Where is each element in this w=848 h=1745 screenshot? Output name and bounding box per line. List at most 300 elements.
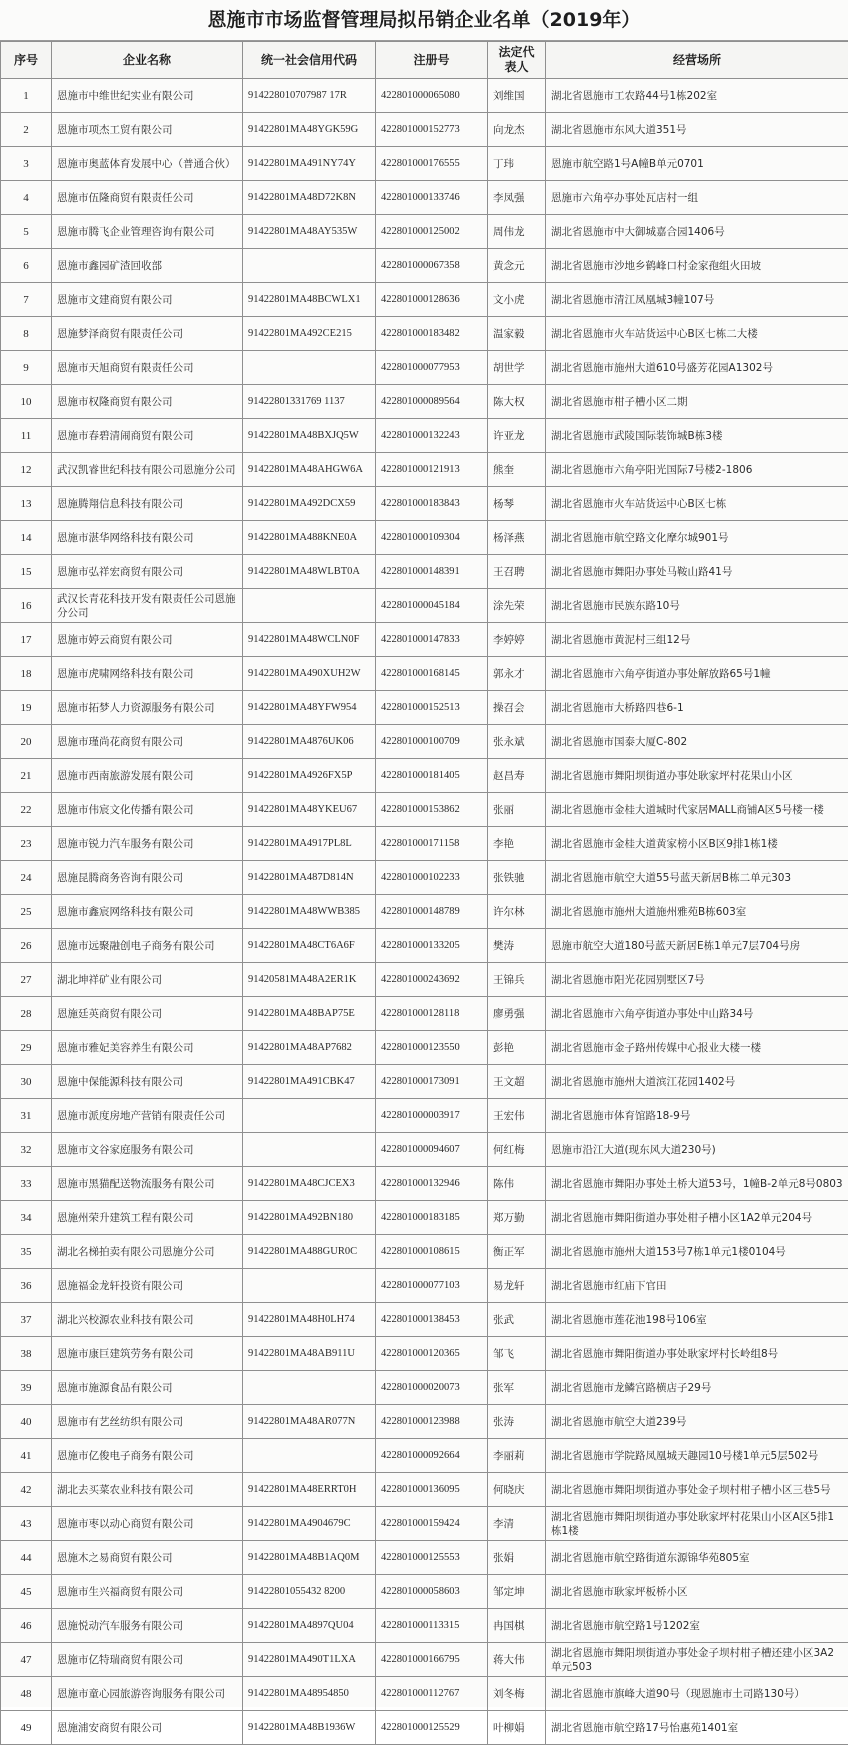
table-row bbox=[1, 487, 848, 521]
legal-representative: 许亚龙 bbox=[488, 419, 546, 453]
credit-code: 91422801MA487D814N bbox=[243, 861, 376, 895]
legal-representative: 衡正军 bbox=[488, 1235, 546, 1269]
table-row bbox=[1, 555, 848, 589]
legal-representative: 张涛 bbox=[488, 1405, 546, 1439]
credit-code: 91422801MA491NY74Y bbox=[243, 147, 376, 181]
business-address: 湖北省恩施市航空大道55号蓝天新居B栋二单元303 bbox=[546, 861, 848, 895]
registration-number: 422801000152513 bbox=[376, 691, 488, 725]
registration-number: 422801000123550 bbox=[376, 1031, 488, 1065]
credit-code bbox=[243, 1439, 376, 1473]
row-index: 40 bbox=[1, 1405, 52, 1439]
credit-code: 91422801MA48H0LH74 bbox=[243, 1303, 376, 1337]
legal-representative: 张武 bbox=[488, 1303, 546, 1337]
table-row bbox=[1, 79, 848, 113]
table-row bbox=[1, 623, 848, 657]
row-index: 25 bbox=[1, 895, 52, 929]
credit-code: 91422801MA490XUH2W bbox=[243, 657, 376, 691]
credit-code bbox=[243, 1371, 376, 1405]
business-address: 湖北省恩施市六角亭街道办事处中山路34号 bbox=[546, 997, 848, 1031]
table-row bbox=[1, 929, 848, 963]
row-index: 15 bbox=[1, 555, 52, 589]
business-address: 湖北省恩施市学院路凤凰城天趣园10号楼1单元5层502号 bbox=[546, 1439, 848, 1473]
legal-representative: 易龙轩 bbox=[488, 1269, 546, 1303]
company-name: 恩施市雅妃美容养生有限公司 bbox=[52, 1031, 243, 1065]
table-row bbox=[1, 1031, 848, 1065]
legal-representative: 李凤强 bbox=[488, 181, 546, 215]
company-name: 恩施市鑫园矿渣回收部 bbox=[52, 249, 243, 283]
business-address: 湖北省恩施市施州大道施州雅苑B栋603室 bbox=[546, 895, 848, 929]
registration-number: 422801000171158 bbox=[376, 827, 488, 861]
business-address: 湖北省恩施市金桂大道黄家榜小区B区9排1栋1楼 bbox=[546, 827, 848, 861]
credit-code: 91422801MA492DCX59 bbox=[243, 487, 376, 521]
legal-representative: 张丽 bbox=[488, 793, 546, 827]
header-legal-representative: 法定代表人 bbox=[488, 42, 546, 79]
registration-number: 422801000181405 bbox=[376, 759, 488, 793]
header-business-address: 经营场所 bbox=[546, 42, 848, 79]
company-name: 恩施市虎啸网络科技有限公司 bbox=[52, 657, 243, 691]
legal-representative: 樊涛 bbox=[488, 929, 546, 963]
credit-code: 91422801MA4897QU04 bbox=[243, 1609, 376, 1643]
table-row bbox=[1, 793, 848, 827]
registration-number: 422801000077103 bbox=[376, 1269, 488, 1303]
legal-representative: 郭永才 bbox=[488, 657, 546, 691]
business-address: 恩施市航空路1号A幢B单元0701 bbox=[546, 147, 848, 181]
legal-representative: 文小虎 bbox=[488, 283, 546, 317]
company-name: 恩施州荣升建筑工程有限公司 bbox=[52, 1201, 243, 1235]
company-name: 恩施市锐力汽车服务有限公司 bbox=[52, 827, 243, 861]
credit-code: 91422801MA48AP7682 bbox=[243, 1031, 376, 1065]
legal-representative: 陈大权 bbox=[488, 385, 546, 419]
company-name: 恩施市权隆商贸有限公司 bbox=[52, 385, 243, 419]
table-row bbox=[1, 1235, 848, 1269]
business-address: 恩施市航空大道180号蓝天新居E栋1单元7层704号房 bbox=[546, 929, 848, 963]
registration-number: 422801000183843 bbox=[376, 487, 488, 521]
table-header-row bbox=[1, 42, 848, 79]
header-registration-number: 注册号 bbox=[376, 42, 488, 79]
table-row bbox=[1, 147, 848, 181]
table-row bbox=[1, 1507, 848, 1541]
legal-representative: 李婷婷 bbox=[488, 623, 546, 657]
credit-code bbox=[243, 1269, 376, 1303]
legal-representative: 叶柳娟 bbox=[488, 1711, 546, 1745]
row-index: 39 bbox=[1, 1371, 52, 1405]
legal-representative: 胡世学 bbox=[488, 351, 546, 385]
row-index: 43 bbox=[1, 1507, 52, 1541]
business-address: 湖北省恩施市工农路44号1栋202室 bbox=[546, 79, 848, 113]
credit-code: 91422801055432 8200 bbox=[243, 1575, 376, 1609]
business-address: 湖北省恩施市航空路1号1202室 bbox=[546, 1609, 848, 1643]
company-name: 恩施市派度房地产营销有限责任公司 bbox=[52, 1099, 243, 1133]
registration-number: 422801000123988 bbox=[376, 1405, 488, 1439]
business-address: 湖北省恩施市武陵国际装饰城B栋3楼 bbox=[546, 419, 848, 453]
registration-number: 422801000132946 bbox=[376, 1167, 488, 1201]
table-row bbox=[1, 1473, 848, 1507]
legal-representative: 邹飞 bbox=[488, 1337, 546, 1371]
row-index: 1 bbox=[1, 79, 52, 113]
credit-code: 91422801MA4876UK06 bbox=[243, 725, 376, 759]
row-index: 10 bbox=[1, 385, 52, 419]
credit-code: 91422801MA48954850 bbox=[243, 1677, 376, 1711]
registration-number: 422801000173091 bbox=[376, 1065, 488, 1099]
company-name: 恩施腾翔信息科技有限公司 bbox=[52, 487, 243, 521]
document-title: 恩施市市场监督管理局拟吊销企业名单（2019年） bbox=[0, 0, 848, 41]
business-address: 湖北省恩施市旗峰大道90号（现恩施市土司路130号） bbox=[546, 1677, 848, 1711]
company-name: 恩施市奥蓝体育发展中心（普通合伙） bbox=[52, 147, 243, 181]
registration-number: 422801000159424 bbox=[376, 1507, 488, 1541]
company-name: 恩施市伟宸文化传播有限公司 bbox=[52, 793, 243, 827]
registration-number: 422801000089564 bbox=[376, 385, 488, 419]
company-name: 武汉凯睿世纪科技有限公司恩施分公司 bbox=[52, 453, 243, 487]
header-credit-code: 统一社会信用代码 bbox=[243, 42, 376, 79]
business-address: 湖北省恩施市民族东路10号 bbox=[546, 589, 848, 623]
credit-code: 91422801MA48CJCEX3 bbox=[243, 1167, 376, 1201]
registration-number: 422801000113315 bbox=[376, 1609, 488, 1643]
registration-number: 422801000125529 bbox=[376, 1711, 488, 1745]
company-name: 湖北名梯拍卖有限公司恩施分公司 bbox=[52, 1235, 243, 1269]
legal-representative: 彭艳 bbox=[488, 1031, 546, 1065]
table-row bbox=[1, 1677, 848, 1711]
business-address: 湖北省恩施市舞阳坝街道办事处耿家坪村花果山小区A区5排1栋1楼 bbox=[546, 1507, 848, 1541]
company-name: 恩施市西南旅游发展有限公司 bbox=[52, 759, 243, 793]
company-name: 恩施市生兴福商贸有限公司 bbox=[52, 1575, 243, 1609]
table-row bbox=[1, 113, 848, 147]
company-name: 恩施市文建商贸有限公司 bbox=[52, 283, 243, 317]
table-row bbox=[1, 1337, 848, 1371]
business-address: 湖北省恩施市柑子槽小区二期 bbox=[546, 385, 848, 419]
registration-number: 422801000148789 bbox=[376, 895, 488, 929]
table-row bbox=[1, 283, 848, 317]
credit-code: 91422801MA48B1AQ0M bbox=[243, 1541, 376, 1575]
row-index: 42 bbox=[1, 1473, 52, 1507]
company-name: 恩施悦动汽车服务有限公司 bbox=[52, 1609, 243, 1643]
legal-representative: 许尔林 bbox=[488, 895, 546, 929]
row-index: 8 bbox=[1, 317, 52, 351]
legal-representative: 王文超 bbox=[488, 1065, 546, 1099]
business-address: 湖北省恩施市火车站货运中心B区七栋 bbox=[546, 487, 848, 521]
credit-code: 91422801MA48D72K8N bbox=[243, 181, 376, 215]
registration-number: 422801000183482 bbox=[376, 317, 488, 351]
credit-code bbox=[243, 589, 376, 623]
legal-representative: 冉国棋 bbox=[488, 1609, 546, 1643]
legal-representative: 熊奎 bbox=[488, 453, 546, 487]
table-row bbox=[1, 1405, 848, 1439]
legal-representative: 廖勇强 bbox=[488, 997, 546, 1031]
company-name: 恩施市天旭商贸有限责任公司 bbox=[52, 351, 243, 385]
company-name: 恩施福金龙轩投资有限公司 bbox=[52, 1269, 243, 1303]
registration-number: 422801000100709 bbox=[376, 725, 488, 759]
row-index: 38 bbox=[1, 1337, 52, 1371]
company-name: 恩施昆腾商务咨询有限公司 bbox=[52, 861, 243, 895]
row-index: 34 bbox=[1, 1201, 52, 1235]
legal-representative: 周伟龙 bbox=[488, 215, 546, 249]
registration-number: 422801000128118 bbox=[376, 997, 488, 1031]
credit-code: 91422801MA4917PL8L bbox=[243, 827, 376, 861]
row-index: 4 bbox=[1, 181, 52, 215]
row-index: 27 bbox=[1, 963, 52, 997]
table-row bbox=[1, 895, 848, 929]
table-row bbox=[1, 453, 848, 487]
legal-representative: 操召会 bbox=[488, 691, 546, 725]
row-index: 28 bbox=[1, 997, 52, 1031]
credit-code: 91422801MA492CE215 bbox=[243, 317, 376, 351]
row-index: 35 bbox=[1, 1235, 52, 1269]
table-row bbox=[1, 1303, 848, 1337]
table-row bbox=[1, 691, 848, 725]
company-name: 恩施市伍隆商贸有限责任公司 bbox=[52, 181, 243, 215]
company-name: 恩施市童心园旅游咨询服务有限公司 bbox=[52, 1677, 243, 1711]
company-name: 恩施市有艺丝纺织有限公司 bbox=[52, 1405, 243, 1439]
credit-code: 91422801MA48YGK59G bbox=[243, 113, 376, 147]
row-index: 29 bbox=[1, 1031, 52, 1065]
registration-number: 422801000138453 bbox=[376, 1303, 488, 1337]
credit-code: 91422801MA48AR077N bbox=[243, 1405, 376, 1439]
registration-number: 422801000166795 bbox=[376, 1643, 488, 1677]
company-name: 恩施市项杰工贸有限公司 bbox=[52, 113, 243, 147]
legal-representative: 刘维国 bbox=[488, 79, 546, 113]
business-address: 湖北省恩施市舞阳街道办事处耿家坪村长岭组8号 bbox=[546, 1337, 848, 1371]
business-address: 湖北省恩施市舞阳街道办事处柑子槽小区1A2单元204号 bbox=[546, 1201, 848, 1235]
company-name: 恩施市施源食品有限公司 bbox=[52, 1371, 243, 1405]
registration-number: 422801000092664 bbox=[376, 1439, 488, 1473]
table-row bbox=[1, 759, 848, 793]
row-index: 49 bbox=[1, 1711, 52, 1745]
business-address: 湖北省恩施市金桂大道城时代家居MALL商铺A区5号楼一楼 bbox=[546, 793, 848, 827]
legal-representative: 张铁驰 bbox=[488, 861, 546, 895]
table-body bbox=[1, 79, 848, 1745]
credit-code: 91422801MA48ERRT0H bbox=[243, 1473, 376, 1507]
company-name: 湖北兴校源农业科技有限公司 bbox=[52, 1303, 243, 1337]
table-row bbox=[1, 1099, 848, 1133]
credit-code: 91422801MA48WLBT0A bbox=[243, 555, 376, 589]
legal-representative: 王宏伟 bbox=[488, 1099, 546, 1133]
table-row bbox=[1, 181, 848, 215]
table-row bbox=[1, 963, 848, 997]
company-name: 恩施廷英商贸有限公司 bbox=[52, 997, 243, 1031]
business-address: 湖北省恩施市黄泥村三组12号 bbox=[546, 623, 848, 657]
row-index: 2 bbox=[1, 113, 52, 147]
registration-number: 422801000168145 bbox=[376, 657, 488, 691]
credit-code: 91422801MA48CT6A6F bbox=[243, 929, 376, 963]
table-row bbox=[1, 1575, 848, 1609]
row-index: 47 bbox=[1, 1643, 52, 1677]
row-index: 33 bbox=[1, 1167, 52, 1201]
row-index: 13 bbox=[1, 487, 52, 521]
enterprise-table bbox=[0, 41, 848, 1745]
company-name: 恩施市瑾尚花商贸有限公司 bbox=[52, 725, 243, 759]
registration-number: 422801000133746 bbox=[376, 181, 488, 215]
company-name: 恩施市亿特瑞商贸有限公司 bbox=[52, 1643, 243, 1677]
legal-representative: 丁玮 bbox=[488, 147, 546, 181]
row-index: 17 bbox=[1, 623, 52, 657]
business-address: 湖北省恩施市红庙下官田 bbox=[546, 1269, 848, 1303]
credit-code: 91422801MA48YFW954 bbox=[243, 691, 376, 725]
row-index: 16 bbox=[1, 589, 52, 623]
registration-number: 422801000152773 bbox=[376, 113, 488, 147]
registration-number: 422801000147833 bbox=[376, 623, 488, 657]
credit-code: 91422801MA490T1LXA bbox=[243, 1643, 376, 1677]
legal-representative: 何红梅 bbox=[488, 1133, 546, 1167]
registration-number: 422801000067358 bbox=[376, 249, 488, 283]
company-name: 恩施市腾飞企业管理咨询有限公司 bbox=[52, 215, 243, 249]
credit-code: 91422801MA48YKEU67 bbox=[243, 793, 376, 827]
business-address: 湖北省恩施市大桥路四巷6-1 bbox=[546, 691, 848, 725]
company-name: 恩施市婷云商贸有限公司 bbox=[52, 623, 243, 657]
company-name: 恩施市黑猫配送物流服务有限公司 bbox=[52, 1167, 243, 1201]
business-address: 湖北省恩施市航空路17号怡惠苑1401室 bbox=[546, 1711, 848, 1745]
credit-code: 91422801MA48WWB385 bbox=[243, 895, 376, 929]
table-row bbox=[1, 385, 848, 419]
legal-representative: 蒋大伟 bbox=[488, 1643, 546, 1677]
legal-representative: 赵昌寿 bbox=[488, 759, 546, 793]
credit-code: 91422801331769 1137 bbox=[243, 385, 376, 419]
table-row bbox=[1, 317, 848, 351]
registration-number: 422801000148391 bbox=[376, 555, 488, 589]
row-index: 32 bbox=[1, 1133, 52, 1167]
registration-number: 422801000125002 bbox=[376, 215, 488, 249]
legal-representative: 王锦兵 bbox=[488, 963, 546, 997]
row-index: 12 bbox=[1, 453, 52, 487]
table-row bbox=[1, 521, 848, 555]
legal-representative: 黄念元 bbox=[488, 249, 546, 283]
company-name: 恩施市中维世纪实业有限公司 bbox=[52, 79, 243, 113]
company-name: 恩施梦泽商贸有限责任公司 bbox=[52, 317, 243, 351]
legal-representative: 张永斌 bbox=[488, 725, 546, 759]
business-address: 湖北省恩施市施州大道610号盛芳花园A1302号 bbox=[546, 351, 848, 385]
row-index: 20 bbox=[1, 725, 52, 759]
table-row bbox=[1, 725, 848, 759]
legal-representative: 杨琴 bbox=[488, 487, 546, 521]
business-address: 湖北省恩施市金子路州传媒中心报业大楼一楼 bbox=[546, 1031, 848, 1065]
company-name: 恩施市弘祥宏商贸有限公司 bbox=[52, 555, 243, 589]
registration-number: 422801000136095 bbox=[376, 1473, 488, 1507]
legal-representative: 向龙杰 bbox=[488, 113, 546, 147]
legal-representative: 王召聘 bbox=[488, 555, 546, 589]
business-address: 湖北省恩施市施州大道滨江花园1402号 bbox=[546, 1065, 848, 1099]
business-address: 湖北省恩施市国泰大厦C-802 bbox=[546, 725, 848, 759]
registration-number: 422801000183185 bbox=[376, 1201, 488, 1235]
row-index: 18 bbox=[1, 657, 52, 691]
credit-code: 91422801MA4926FX5P bbox=[243, 759, 376, 793]
row-index: 30 bbox=[1, 1065, 52, 1099]
table-row bbox=[1, 827, 848, 861]
row-index: 44 bbox=[1, 1541, 52, 1575]
registration-number: 422801000077953 bbox=[376, 351, 488, 385]
legal-representative: 李丽莉 bbox=[488, 1439, 546, 1473]
business-address: 湖北省恩施市舞阳坝街道办事处耿家坪村花果山小区 bbox=[546, 759, 848, 793]
business-address: 湖北省恩施市莲花池198号106室 bbox=[546, 1303, 848, 1337]
business-address: 湖北省恩施市中大御城嘉合园1406号 bbox=[546, 215, 848, 249]
credit-code bbox=[243, 351, 376, 385]
business-address: 湖北省恩施市火车站货运中心B区七栋二大楼 bbox=[546, 317, 848, 351]
row-index: 41 bbox=[1, 1439, 52, 1473]
registration-number: 422801000176555 bbox=[376, 147, 488, 181]
table-row bbox=[1, 1133, 848, 1167]
company-name: 恩施市文谷家庭服务有限公司 bbox=[52, 1133, 243, 1167]
business-address: 湖北省恩施市东风大道351号 bbox=[546, 113, 848, 147]
company-name: 恩施市春碧清闹商贸有限公司 bbox=[52, 419, 243, 453]
company-name: 恩施浦安商贸有限公司 bbox=[52, 1711, 243, 1745]
table-row bbox=[1, 861, 848, 895]
business-address: 湖北省恩施市施州大道153号7栋1单元1楼0104号 bbox=[546, 1235, 848, 1269]
registration-number: 422801000120365 bbox=[376, 1337, 488, 1371]
business-address: 湖北省恩施市清江凤凰城3幢107号 bbox=[546, 283, 848, 317]
registration-number: 422801000153862 bbox=[376, 793, 488, 827]
row-index: 6 bbox=[1, 249, 52, 283]
row-index: 36 bbox=[1, 1269, 52, 1303]
row-index: 19 bbox=[1, 691, 52, 725]
credit-code: 91422801MA491CBK47 bbox=[243, 1065, 376, 1099]
legal-representative: 温家毅 bbox=[488, 317, 546, 351]
registration-number: 422801000112767 bbox=[376, 1677, 488, 1711]
credit-code: 91422801MA48BCWLX1 bbox=[243, 283, 376, 317]
row-index: 37 bbox=[1, 1303, 52, 1337]
table-row bbox=[1, 1065, 848, 1099]
row-index: 22 bbox=[1, 793, 52, 827]
credit-code bbox=[243, 249, 376, 283]
legal-representative: 何晓庆 bbox=[488, 1473, 546, 1507]
business-address: 湖北省恩施市六角亭街道办事处解放路65号1幢 bbox=[546, 657, 848, 691]
company-name: 恩施市枣以动心商贸有限公司 bbox=[52, 1507, 243, 1541]
business-address: 湖北省恩施市航空路文化摩尔城901号 bbox=[546, 521, 848, 555]
table-row bbox=[1, 1609, 848, 1643]
company-name: 武汉长青花科技开发有限责任公司恩施分公司 bbox=[52, 589, 243, 623]
row-index: 23 bbox=[1, 827, 52, 861]
table-row bbox=[1, 1541, 848, 1575]
row-index: 9 bbox=[1, 351, 52, 385]
table-row bbox=[1, 419, 848, 453]
table-row bbox=[1, 1269, 848, 1303]
row-index: 26 bbox=[1, 929, 52, 963]
company-name: 恩施市远聚融创电子商务有限公司 bbox=[52, 929, 243, 963]
business-address: 恩施市沿江大道(现东风大道230号) bbox=[546, 1133, 848, 1167]
credit-code: 91422801MA48B1936W bbox=[243, 1711, 376, 1745]
table-row bbox=[1, 1371, 848, 1405]
legal-representative: 李清 bbox=[488, 1507, 546, 1541]
row-index: 31 bbox=[1, 1099, 52, 1133]
legal-representative: 涂先荣 bbox=[488, 589, 546, 623]
business-address: 湖北省恩施市龙鳞宫路横店子29号 bbox=[546, 1371, 848, 1405]
business-address: 湖北省恩施市舞阳坝街道办事处金子坝村柑子槽小区三巷5号 bbox=[546, 1473, 848, 1507]
registration-number: 422801000020073 bbox=[376, 1371, 488, 1405]
registration-number: 422801000108615 bbox=[376, 1235, 488, 1269]
business-address: 湖北省恩施市航空大道239号 bbox=[546, 1405, 848, 1439]
header-company-name: 企业名称 bbox=[52, 42, 243, 79]
business-address: 湖北省恩施市沙地乡鹤峰口村金家孢组火田坡 bbox=[546, 249, 848, 283]
row-index: 46 bbox=[1, 1609, 52, 1643]
row-index: 14 bbox=[1, 521, 52, 555]
row-index: 3 bbox=[1, 147, 52, 181]
row-index: 21 bbox=[1, 759, 52, 793]
table-row bbox=[1, 1439, 848, 1473]
business-address: 湖北省恩施市六角亭阳光国际7号楼2-1806 bbox=[546, 453, 848, 487]
company-name: 恩施中保能源科技有限公司 bbox=[52, 1065, 243, 1099]
credit-code bbox=[243, 1099, 376, 1133]
legal-representative: 刘冬梅 bbox=[488, 1677, 546, 1711]
registration-number: 422801000045184 bbox=[376, 589, 488, 623]
company-name: 恩施市鑫宸网络科技有限公司 bbox=[52, 895, 243, 929]
registration-number: 422801000243692 bbox=[376, 963, 488, 997]
credit-code bbox=[243, 1133, 376, 1167]
business-address: 湖北省恩施市航空路街道东源锦华苑805室 bbox=[546, 1541, 848, 1575]
credit-code: 91420581MA48A2ER1K bbox=[243, 963, 376, 997]
registration-number: 422801000132243 bbox=[376, 419, 488, 453]
registration-number: 422801000128636 bbox=[376, 283, 488, 317]
credit-code: 91422801MA48AHGW6A bbox=[243, 453, 376, 487]
business-address: 湖北省恩施市舞阳坝街道办事处金子坝村柑子槽还建小区3A2单元503 bbox=[546, 1643, 848, 1677]
credit-code: 91422801MA492BN180 bbox=[243, 1201, 376, 1235]
row-index: 11 bbox=[1, 419, 52, 453]
legal-representative: 杨泽燕 bbox=[488, 521, 546, 555]
